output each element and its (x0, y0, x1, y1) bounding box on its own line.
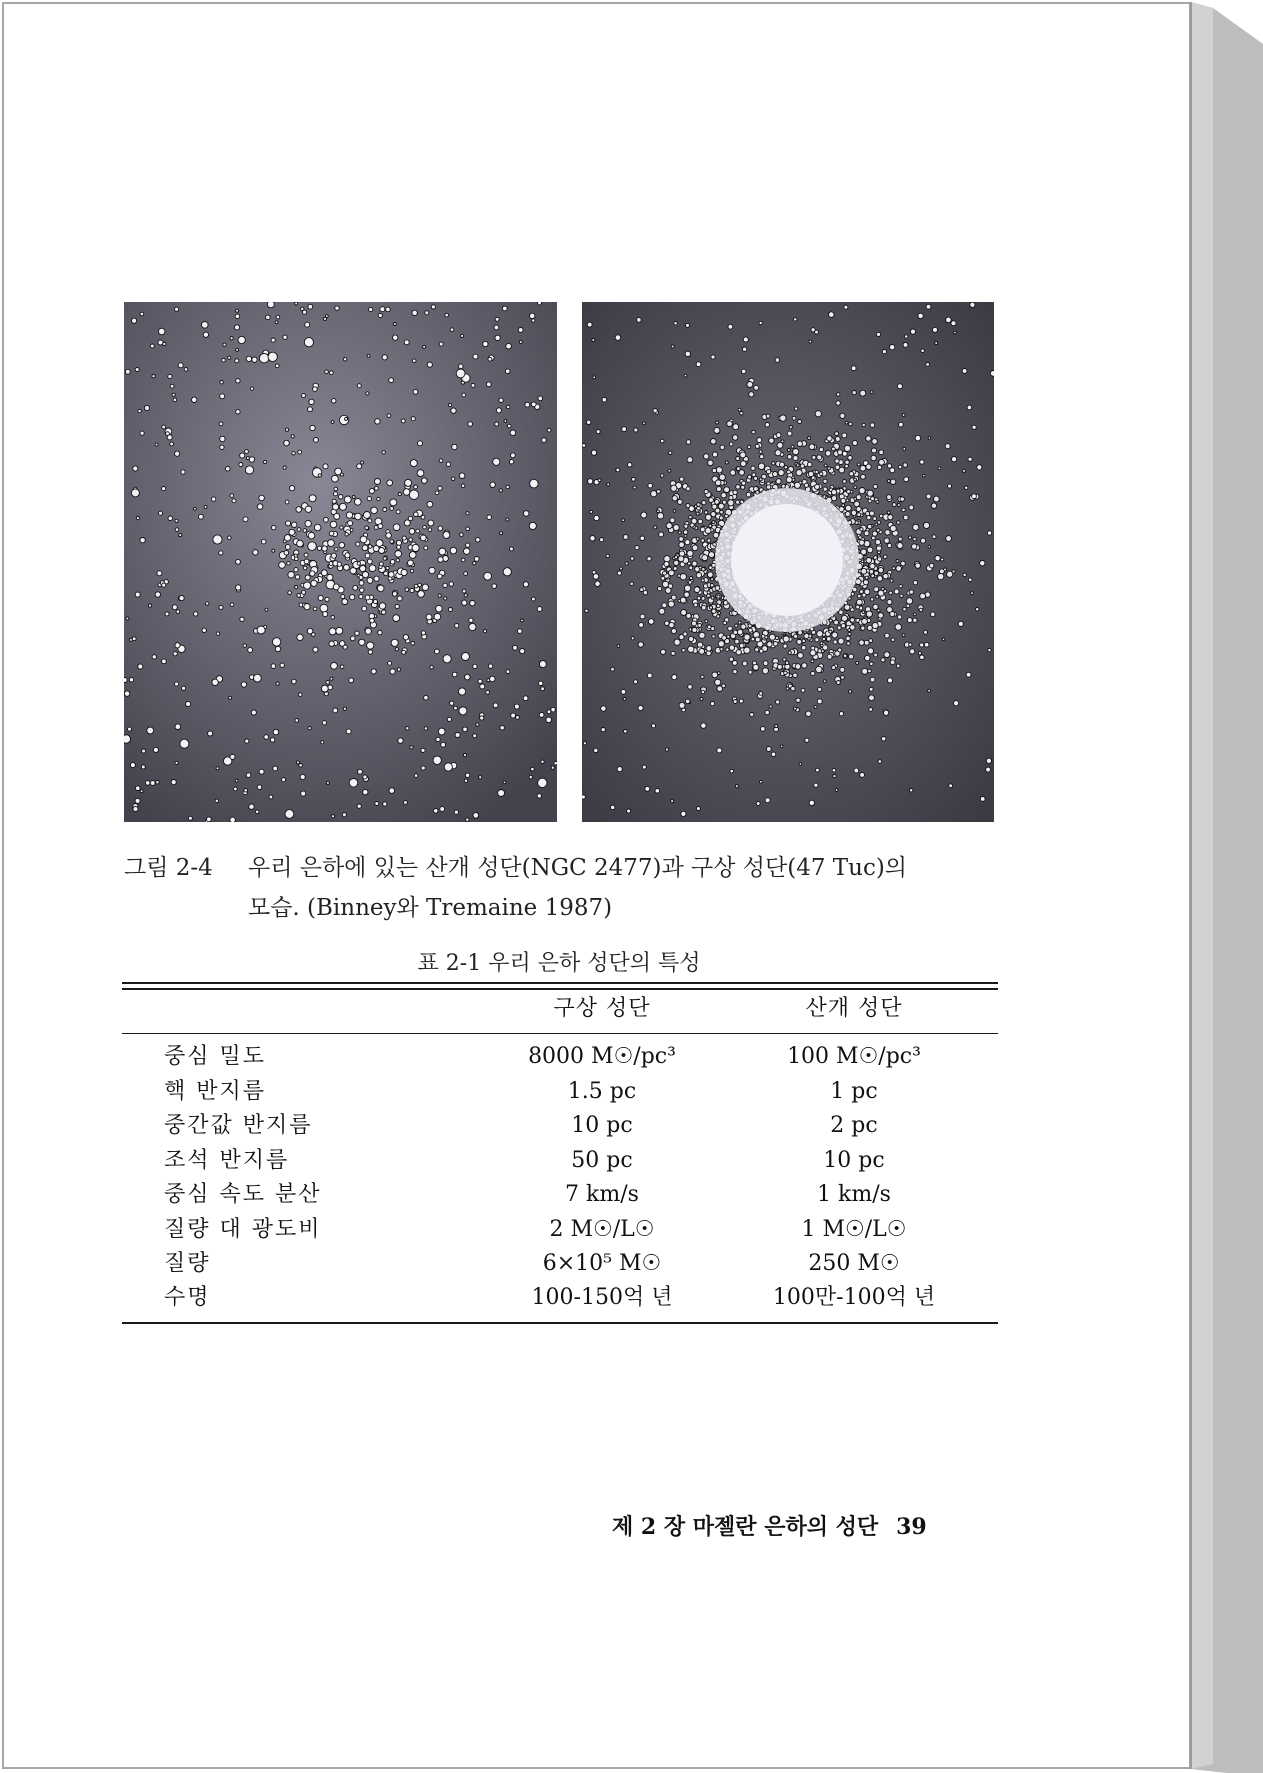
open-value: 100 M☉/pc³ (787, 1044, 921, 1069)
row-property: 중심 속도 분산 (164, 1182, 322, 1207)
row-property: 중간값 반지름 (164, 1113, 313, 1138)
row-property: 중심 밀도 (164, 1044, 267, 1069)
table-bottom-rule (122, 1322, 998, 1324)
table-title: 표 2-1 우리 은하 성단의 특성 (417, 951, 701, 976)
globular-cluster-image (582, 302, 994, 822)
globular-value: 100-150억 년 (531, 1285, 673, 1310)
globular-value: 6×10⁵ M☉ (542, 1251, 662, 1276)
figure-caption (124, 848, 1004, 928)
open-value: 250 M☉ (808, 1251, 900, 1276)
row-property: 질량 (164, 1251, 211, 1276)
globular-value: 8000 M☉/pc³ (528, 1044, 676, 1069)
open-value: 1 M☉/L☉ (801, 1217, 907, 1242)
open-value: 1 pc (830, 1079, 878, 1104)
book-page (2, 2, 1191, 1769)
table-row (122, 1281, 998, 1315)
row-property: 조석 반지름 (164, 1148, 290, 1173)
row-property: 수명 (164, 1285, 211, 1310)
table-row (122, 1109, 998, 1143)
table-row (122, 1247, 998, 1281)
globular-value: 2 M☉/L☉ (549, 1217, 655, 1242)
row-property: 핵 반지름 (164, 1079, 267, 1104)
figure-label: 그림 2-4 (124, 855, 213, 881)
running-footer (612, 1510, 927, 1541)
page-number: 39 (896, 1514, 927, 1540)
open-value: 100만-100억 년 (772, 1285, 936, 1310)
globular-value: 7 km/s (565, 1182, 639, 1207)
table-row (122, 1178, 998, 1212)
open-cluster-photo (124, 302, 557, 822)
table-top-rule-1 (122, 982, 998, 984)
globular-value: 10 pc (571, 1113, 633, 1138)
chapter-title: 제 2 장 마젤란 은하의 성단 (612, 1514, 879, 1540)
header-globular: 구상 성단 (553, 996, 651, 1021)
open-cluster-image (124, 302, 557, 822)
table-row (122, 1075, 998, 1109)
open-value: 2 pc (830, 1113, 878, 1138)
table-header-rule (122, 1033, 998, 1034)
globular-cluster-photo (582, 302, 994, 822)
open-value: 1 km/s (817, 1182, 891, 1207)
row-property: 질량 대 광도비 (164, 1217, 322, 1242)
table-header-row (122, 992, 998, 1026)
table-row (122, 1144, 998, 1178)
table-row (122, 1213, 998, 1247)
open-value: 10 pc (823, 1148, 885, 1173)
globular-value: 50 pc (571, 1148, 633, 1173)
table-row (122, 1040, 998, 1074)
globular-value: 1.5 pc (567, 1079, 637, 1104)
caption-line-1: 우리 은하에 있는 산개 성단(NGC 2477)과 구상 성단(47 Tuc)의 (248, 855, 908, 881)
table-top-rule-2 (122, 988, 998, 990)
header-open: 산개 성단 (805, 996, 903, 1021)
caption-line-2: 모습. (Binney와 Tremaine 1987) (248, 895, 613, 921)
